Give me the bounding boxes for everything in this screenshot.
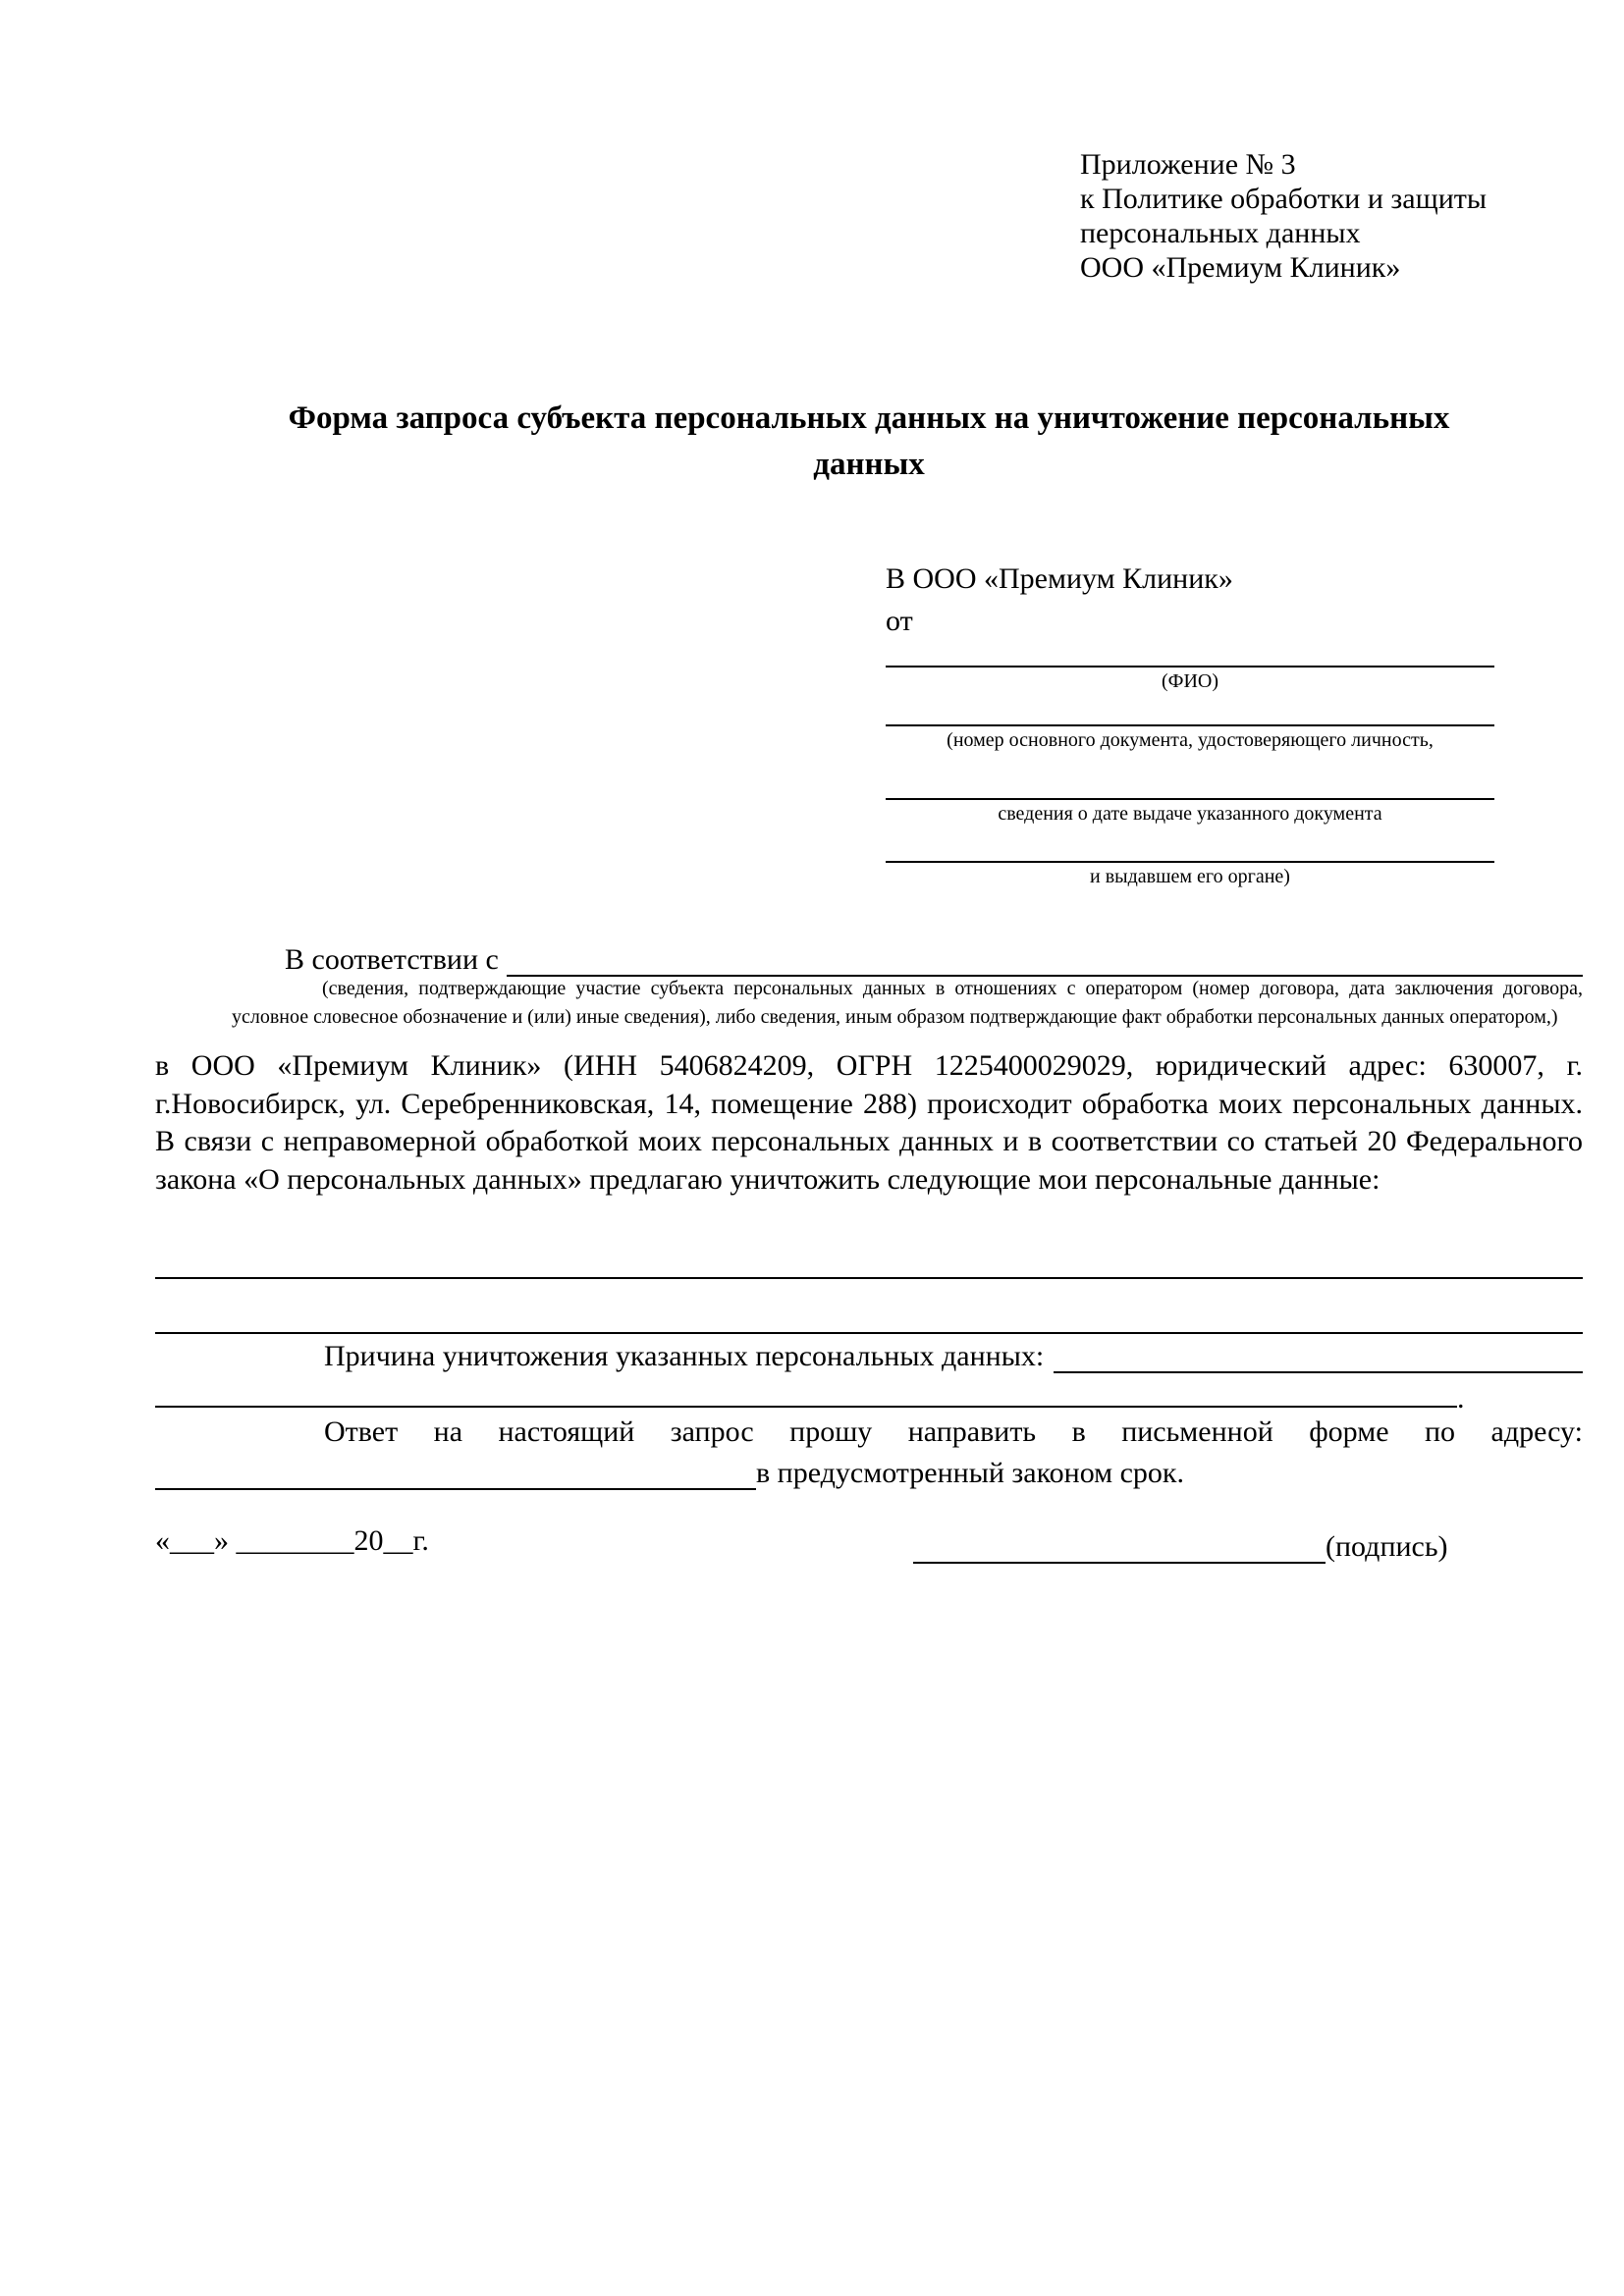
issue-date-blank-line bbox=[886, 798, 1494, 800]
addressee-organization: В ООО «Премиум Клиник» bbox=[886, 562, 1233, 595]
personal-data-blank-line-1 bbox=[155, 1277, 1583, 1279]
signature-group bbox=[913, 1524, 1448, 1564]
appendix-header bbox=[1080, 147, 1487, 285]
appendix-line: персональных данных bbox=[1080, 217, 1361, 249]
issue-date-caption: сведения о дате выдаче указанного документа bbox=[998, 803, 1382, 825]
reason-label: Причина уничтожения указанных персональных данных: bbox=[324, 1340, 1045, 1372]
document-title: Форма запроса субъекта персональных данных на уничтожение персональных данных bbox=[288, 400, 1450, 482]
fio-blank-line bbox=[886, 666, 1494, 667]
accordance-label: В соответствии с bbox=[285, 943, 499, 976]
date-field: «___» ________20__г. bbox=[155, 1524, 429, 1557]
reason-blank-line-2 bbox=[155, 1382, 1583, 1414]
issuing-authority-blank-line bbox=[886, 861, 1494, 863]
reason-blank-line bbox=[1054, 1342, 1583, 1373]
reason-line-period: . bbox=[1457, 1382, 1465, 1415]
addressee-from-label: от bbox=[886, 605, 913, 637]
response-suffix: в предусмотренный законом срок. bbox=[756, 1457, 1184, 1489]
reason-blank-line-2-rule bbox=[155, 1384, 1457, 1408]
issuing-authority-caption: и выдавшем его органе) bbox=[1090, 866, 1290, 887]
document-number-blank-line bbox=[886, 724, 1494, 726]
appendix-line: Приложение № 3 bbox=[1080, 148, 1296, 181]
main-paragraph: в ООО «Премиум Клиник» (ИНН 5406824209, ОГРН 1225400029029, юридический адрес: 630007, г. г.Новосибирск, ул. Серебренниковская, 14, помещение 288) происходит обработка моих персональных данных. В связи с неправомерной обработкой моих персональных данных и в соответствии со статьей 20 Федерального закона «О персональных данных» предлагаю уничтожить следующие мои персональные данные: bbox=[155, 1049, 1583, 1196]
accordance-note: (сведения, подтверждающие участие субъекта персональных данных в отношениях с оператором (номер договора, дата заключения договора, условное словесное обозначение и (или) иные сведения), либо сведения, иным образом подтверждающие факт обработки персональных данных оператором,) bbox=[232, 978, 1583, 1028]
signature-blank-line bbox=[913, 1528, 1326, 1564]
signature-caption: (подпись) bbox=[1326, 1530, 1448, 1563]
fio-caption: (ФИО) bbox=[1161, 670, 1218, 692]
response-address-row bbox=[155, 1453, 1583, 1490]
appendix-line: к Политике обработки и защиты bbox=[1080, 183, 1488, 215]
appendix-line: ООО «Премиум Клиник» bbox=[1080, 251, 1401, 284]
personal-data-blank-line-2 bbox=[155, 1332, 1583, 1334]
accordance-blank-line bbox=[507, 939, 1583, 977]
reason-row bbox=[155, 1338, 1583, 1373]
response-request: Ответ на настоящий запрос прошу направить в письменной форме по адресу: bbox=[324, 1415, 1583, 1448]
accordance-row bbox=[155, 935, 1583, 977]
address-blank-line bbox=[155, 1457, 756, 1490]
document-number-caption: (номер основного документа, удостоверяющего личность, bbox=[947, 729, 1434, 751]
